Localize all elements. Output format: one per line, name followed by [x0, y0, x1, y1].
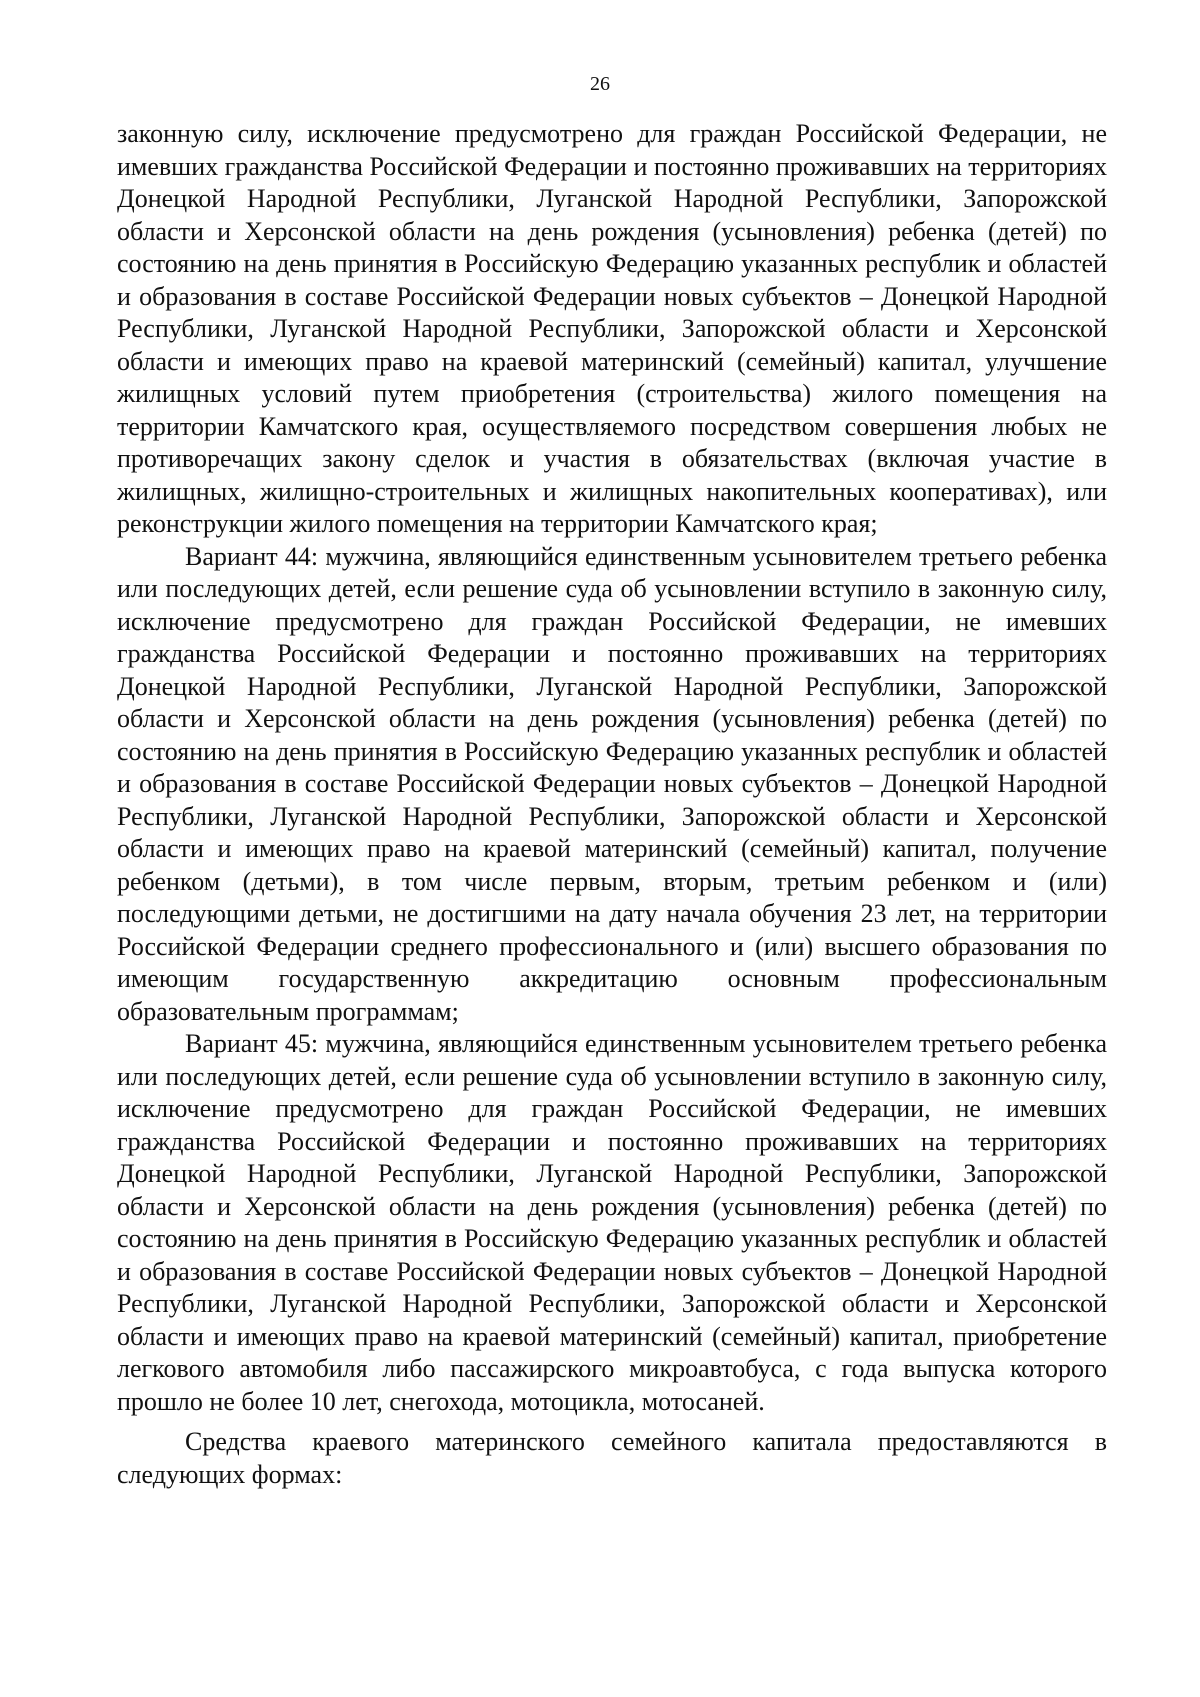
document-body [117, 118, 1107, 1491]
paragraph-variant-44: Вариант 44: мужчина, являющийся единственным усыновителем третьего ребенка или последующих детей, если решение суда об усыновлении вступило в законную силу, исключение предусмотрено для граждан Российской Федерации, не имевших гражданства Российской Федерации и постоянно проживавших на территориях Донецкой Народной Республики, Луганской Народной Республики, Запорожской области и Херсонской области на день рождения (усыновления) ребенка (детей) по состоянию на день принятия в Российскую Федерацию указанных республик и областей и образования в составе Российской Федерации новых субъектов – Донецкой Народной Республики, Луганской Народной Республики, Запорожской области и Херсонской области и имеющих право на краевой материнский (семейный) капитал, получение ребенком (детьми), в том числе первым, вторым, третьим ребенком и (или) последующими детьми, не достигшими на дату начала обучения 23 лет, на территории Российской Федерации среднего профессионального и (или) высшего образования по имеющим государственную аккредитацию основным профессиональным образовательным программам; [117, 541, 1107, 1026]
page-number: 26 [590, 73, 610, 95]
paragraph-forms-intro: Средства краевого материнского семейного капитала предоставляются в следующих формах: [117, 1427, 1107, 1489]
paragraph-variant-45: Вариант 45: мужчина, являющийся единственным усыновителем третьего ребенка или последующих детей, если решение суда об усыновлении вступило в законную силу, исключение предусмотрено для граждан Российской Федерации, не имевших гражданства Российской Федерации и постоянно проживавших на территориях Донецкой Народной Республики, Луганской Народной Республики, Запорожской области и Херсонской области на день рождения (усыновления) ребенка (детей) по состоянию на день принятия в Российскую Федерацию указанных республик и областей и образования в составе Российской Федерации новых субъектов – Донецкой Народной Республики, Луганской Народной Республики, Запорожской области и Херсонской области и имеющих право на краевой материнский (семейный) капитал, приобретение легкового автомобиля либо пассажирского микроавтобуса, с года выпуска которого прошло не более 10 лет, снегохода, мотоцикла, мотосаней. [117, 1029, 1107, 1416]
paragraph-continuation: законную силу, исключение предусмотрено для граждан Российской Федерации, не имевших гражданства Российской Федерации и постоянно проживавших на территориях Донецкой Народной Республики, Луганской Народной Республики, Запорожской области и Херсонской области на день рождения (усыновления) ребенка (детей) по состоянию на день принятия в Российскую Федерацию указанных республик и областей и образования в составе Российской Федерации новых субъектов – Донецкой Народной Республики, Луганской Народной Республики, Запорожской области и Херсонской области и имеющих право на краевой материнский (семейный) капитал, улучшение жилищных условий путем приобретения (строительства) жилого помещения на территории Камчатского края, осуществляемого посредством совершения любых не противоречащих закону сделок и участия в обязательствах (включая участие в жилищных, жилищно-строительных и жилищных накопительных кооперативах), или реконструкции жилого помещения на территории Камчатского края; [117, 119, 1107, 538]
